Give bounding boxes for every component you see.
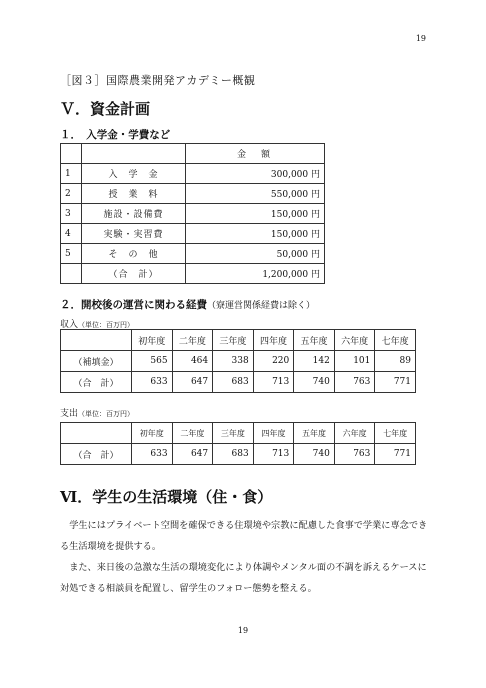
fees-amount: 150,000 円: [186, 224, 325, 244]
year-header: 二年度: [172, 423, 213, 444]
sub1-title: １． 入学金・学費など: [60, 129, 171, 141]
fees-header-blank: [61, 144, 82, 164]
expense-value: 683: [213, 444, 254, 465]
income-header-blank: [61, 330, 132, 351]
fees-amount: 50,000 円: [186, 244, 325, 264]
income-value: 220: [253, 351, 294, 372]
table-row: [61, 444, 416, 465]
year-header: 三年度: [213, 423, 254, 444]
table-row-total: [61, 264, 325, 284]
sub2-title: [60, 297, 315, 312]
expense-unit: （単位：百万円）: [78, 410, 135, 418]
income-value: 89: [375, 351, 416, 372]
income-header-row: [61, 330, 416, 351]
income-unit: （単位：百万円）: [78, 321, 135, 329]
expense-value: 713: [253, 444, 294, 465]
fees-item: 実験・実習費: [82, 224, 186, 244]
income-caption-text: 収入: [60, 320, 79, 330]
fees-header-amount: 金 額: [186, 144, 325, 164]
table-row: [61, 372, 416, 393]
year-header: 初年度: [132, 330, 173, 351]
fees-amount: 1,200,000 円: [186, 264, 325, 284]
income-row-label: （合 計）: [61, 372, 132, 393]
year-header: 五年度: [294, 330, 335, 351]
fees-item: そ の 他: [82, 244, 186, 264]
fees-item: （合 計）: [82, 264, 186, 284]
fees-amount: 150,000 円: [186, 204, 325, 224]
income-value: 713: [253, 372, 294, 393]
year-header: 四年度: [253, 423, 294, 444]
fees-table: [60, 143, 325, 284]
year-header: 七年度: [375, 330, 416, 351]
fees-item: 入 学 金: [82, 164, 186, 184]
income-value: 338: [213, 351, 254, 372]
expense-table: [60, 422, 416, 465]
expense-value: 763: [334, 444, 375, 465]
income-value: 633: [132, 372, 173, 393]
table-row: [61, 184, 325, 204]
fees-item: 授 業 料: [82, 184, 186, 204]
table-row: [61, 244, 325, 264]
expense-caption-text: 支出: [60, 409, 79, 419]
year-header: 六年度: [334, 423, 375, 444]
expense-header-row: [61, 423, 416, 444]
expense-value: 647: [172, 444, 213, 465]
expense-value: 633: [132, 444, 173, 465]
section5-title: Ｖ．資金計画: [60, 100, 151, 118]
income-value: 740: [294, 372, 335, 393]
year-header: 初年度: [132, 423, 173, 444]
table-row: [61, 204, 325, 224]
fees-no: 3: [61, 204, 82, 224]
income-value: 101: [334, 351, 375, 372]
income-table: [60, 329, 416, 393]
year-header: 三年度: [213, 330, 254, 351]
income-value: 464: [172, 351, 213, 372]
paragraph-1: 学生にはプライベート空間を確保できる住環境や宗教に配慮した食事で学業に専念できる生活環境を提供する。: [60, 520, 428, 552]
year-header: 二年度: [172, 330, 213, 351]
income-value: 142: [294, 351, 335, 372]
fees-no: 1: [61, 164, 82, 184]
fees-no: 5: [61, 244, 82, 264]
year-header: 六年度: [334, 330, 375, 351]
income-value: 763: [334, 372, 375, 393]
page-number-top: 19: [415, 34, 426, 43]
expense-value: 740: [294, 444, 335, 465]
fees-item: 施設・設備費: [82, 204, 186, 224]
fees-amount: 550,000 円: [186, 184, 325, 204]
income-value: 683: [213, 372, 254, 393]
income-value: 647: [172, 372, 213, 393]
year-header: 七年度: [375, 423, 416, 444]
table-row: [61, 164, 325, 184]
fees-no: 4: [61, 224, 82, 244]
sub2-note: （寮運営関係経費は除く）: [207, 301, 316, 311]
section6-title: Ⅵ．学生の生活環境（住・食）: [60, 488, 273, 506]
table-row: [61, 351, 416, 372]
fees-header-blank: [82, 144, 186, 164]
fees-no: 2: [61, 184, 82, 204]
income-row-label: （補填金）: [61, 351, 132, 372]
paragraph-2: また、来日後の急激な生活の環境変化により体調やメンタル面の不調を訴えるケースに対処できる相談員を配置し、留学生のフォロー態勢を整える。: [60, 562, 427, 594]
expense-header-blank: [61, 423, 132, 444]
expense-value: 771: [375, 444, 416, 465]
expense-caption: [60, 406, 134, 419]
page-number-bottom: 19: [237, 626, 249, 635]
fees-header-row: [61, 144, 325, 164]
income-value: 565: [132, 351, 173, 372]
table-row: [61, 224, 325, 244]
sub2-title-text: ２．開校後の運営に関わる経費: [60, 299, 207, 311]
expense-row-label: （合 計）: [61, 444, 132, 465]
year-header: 五年度: [294, 423, 335, 444]
figure-title: ［図３］国際農業開発アカデミー概観: [60, 74, 256, 87]
income-value: 771: [375, 372, 416, 393]
fees-no: [61, 264, 82, 284]
year-header: 四年度: [253, 330, 294, 351]
fees-amount: 300,000 円: [186, 164, 325, 184]
